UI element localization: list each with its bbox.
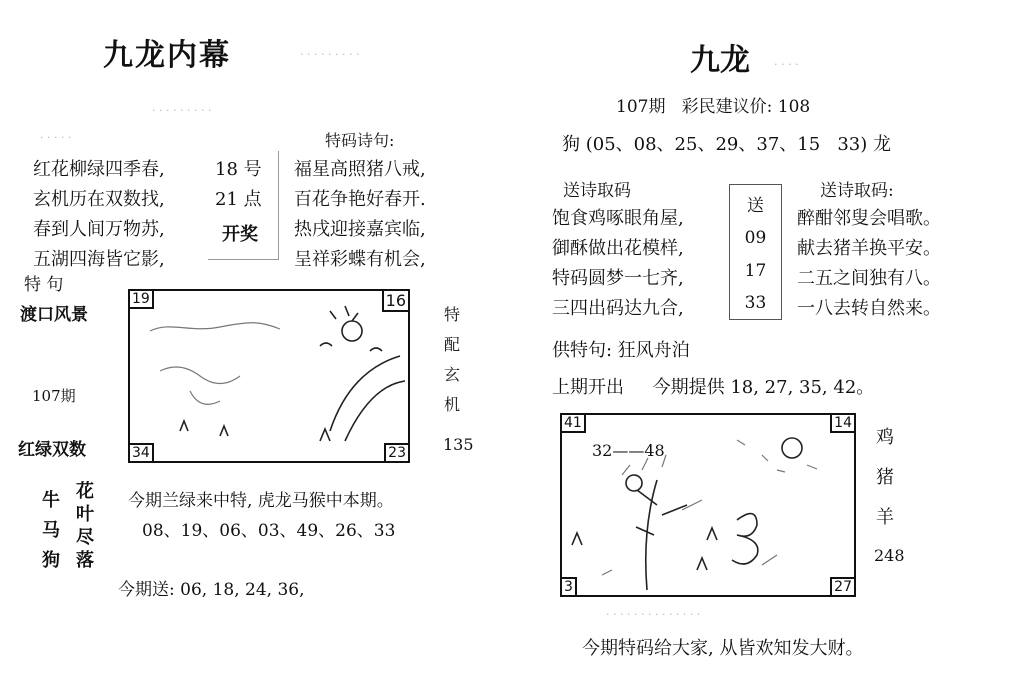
right-last-line: 上期开出 今期提供 18, 27, 35, 42。 (552, 377, 875, 398)
poem-line: 献去猪羊换平安。 (797, 238, 941, 259)
poem-line: 三四出码达九合, (552, 298, 684, 319)
right-faint-note: · · · · · · · · · · · · · · (606, 608, 701, 621)
left-sketch-frame (128, 289, 410, 463)
send-numbers-box (729, 184, 782, 320)
zodiac-char: 叶 (76, 504, 94, 525)
side-char: 玄 (444, 365, 461, 384)
side-char: 机 (444, 395, 461, 414)
poem-line: 百花争艳好春开. (294, 189, 426, 210)
send-label-right: 送诗取码: (820, 181, 894, 201)
corner-number-bl: 3 (560, 577, 577, 597)
number-line: 18 号 (215, 159, 262, 180)
left-side-number: 135 (443, 435, 474, 454)
corner-number-tl: 19 (128, 289, 154, 309)
poem-line: 醉酣邻叟会唱歌。 (797, 208, 941, 229)
corner-number-br: 23 (384, 443, 410, 463)
corner-number-bl: 34 (128, 443, 154, 463)
right-special-phrase: 供特句: 狂风舟泊 (552, 340, 690, 361)
zodiac-left (42, 486, 60, 576)
right-faint-subtitle: · · · · (774, 58, 799, 71)
poem-line: 春到人间万物苏, (33, 219, 165, 240)
right-side-number: 248 (874, 546, 905, 565)
right-poem-column-right (797, 204, 941, 324)
zodiac-char: 落 (76, 550, 94, 571)
poem-line: 饱食鸡啄眼角屋, (552, 208, 684, 229)
left-poem-column-right (294, 155, 426, 275)
right-side-chars (876, 418, 894, 538)
side-char: 羊 (876, 507, 894, 528)
number-line: 21 点 (215, 189, 262, 210)
zodiac-char: 马 (42, 520, 60, 541)
corner-number-br: 27 (830, 577, 856, 597)
red-green: 红绿双数 (18, 440, 86, 460)
sketch-numbers: 32——48 (592, 441, 665, 460)
zodiac-right (76, 480, 94, 572)
left-faint-line: · · · · · · · · · (152, 104, 212, 117)
corner-number-tl: 41 (560, 413, 586, 433)
left-faint-header: · · · · · (40, 131, 72, 144)
left-side-chars (444, 300, 460, 420)
corner-number-tr: 16 (382, 289, 410, 312)
side-char: 鸡 (876, 427, 894, 448)
poem-line: 御酥做出花模样, (552, 238, 684, 259)
side-char: 特 (444, 305, 461, 324)
poem-line: 一八去转自然来。 (797, 298, 941, 319)
send-box-item: 17 (744, 260, 767, 281)
lottery-label: 开奖 (222, 224, 258, 245)
left-sketch-illustration (130, 291, 408, 461)
poem-line: 五湖四海皆它影, (33, 249, 165, 270)
side-char: 猪 (876, 467, 894, 488)
left-poem-header: 特码诗句: (325, 131, 395, 150)
poem-line: 红花柳绿四季春, (33, 159, 165, 180)
left-poem-column (33, 155, 165, 275)
send-box-item: 33 (744, 292, 767, 313)
left-title: 九龙内幕 (103, 38, 231, 73)
zodiac-char: 尽 (76, 527, 94, 548)
right-dog-line: 狗 (05、08、25、29、37、15 33) 龙 (562, 134, 891, 155)
right-title: 九龙 (690, 43, 750, 78)
poem-line: 特码圆梦一七齐, (552, 268, 684, 289)
zodiac-char: 牛 (42, 490, 60, 511)
left-issue: 107期 (32, 387, 76, 405)
right-issue-line: 107期 彩民建议价: 108 (616, 97, 811, 117)
corner-number-tr: 14 (830, 413, 856, 433)
left-line2: 08、19、06、03、49、26、33 (142, 521, 396, 541)
left-line1: 今期兰绿来中特, 虎龙马猴中本期。 (128, 491, 394, 511)
phrase: 渡口风景 (20, 305, 88, 325)
zodiac-char: 花 (76, 481, 94, 502)
poem-line: 热戌迎接嘉宾临, (294, 219, 426, 240)
left-faint-subtitle: · · · · · · · · · (300, 48, 360, 61)
poem-line: 呈祥彩蝶有机会, (294, 249, 426, 270)
side-char: 配 (444, 335, 461, 354)
zodiac-char: 狗 (42, 550, 60, 571)
poem-line: 二五之间独有八。 (797, 268, 941, 289)
special-phrase-label: 特 句 (24, 275, 64, 295)
right-sketch-frame (560, 413, 856, 597)
poem-line: 玄机历在双数找, (33, 189, 165, 210)
right-poem-column (552, 204, 684, 324)
send-box-item: 09 (744, 228, 767, 249)
left-line3: 今期送: 06, 18, 24, 36, (118, 580, 305, 600)
poem-line: 福星高照猪八戒, (294, 159, 426, 180)
right-footer: 今期特码给大家, 从皆欢知发大财。 (582, 638, 864, 659)
send-box-item: 送 (747, 196, 764, 217)
send-label-left: 送诗取码 (563, 181, 631, 201)
